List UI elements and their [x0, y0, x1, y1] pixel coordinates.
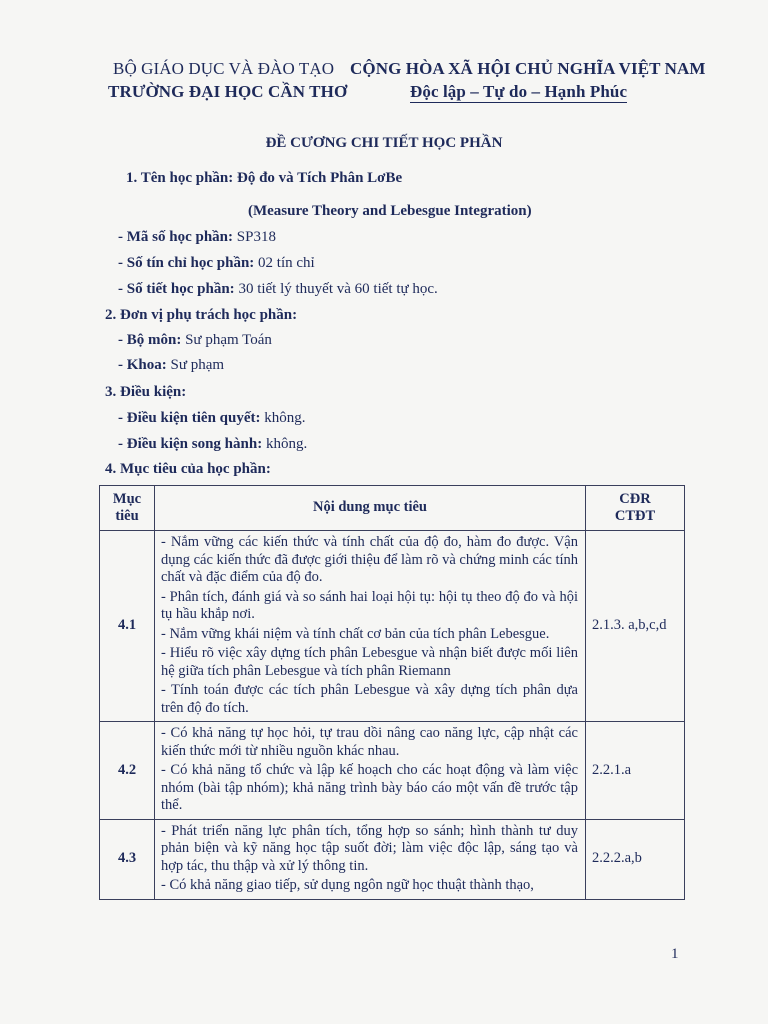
section-4-heading: 4. Mục tiêu của học phần: [105, 461, 271, 477]
objective-item: - Nắm vững các kiến thức và tính chất của độ đo, hàm đo được. Vận dụng các kiến thức đã được giới thiệu để làm rõ và chứng minh các tính chất và đặc điểm của độ đo. [161, 534, 578, 585]
table-row [100, 531, 685, 722]
objective-item: - Có khả năng tổ chức và lập kế hoạch cho các hoạt động và làm việc nhóm (bài tập nhóm); khả năng trình bày báo cáo một vấn đề trước tập thể. [161, 762, 578, 813]
course-credits: - Số tín chỉ học phần: 02 tín chỉ [118, 255, 315, 271]
objective-cdr: 2.1.3. a,b,c,d [586, 531, 685, 722]
national-motto: Độc lập – Tự do – Hạnh Phúc [410, 82, 628, 101]
objective-id: 4.3 [100, 819, 155, 899]
table-header-row [100, 486, 685, 531]
university-name: TRƯỜNG ĐẠI HỌC CẦN THƠ [108, 82, 348, 101]
course-english-name: (Measure Theory and Lebesgue Integration) [248, 203, 532, 219]
objective-item: - Có khả năng tự học hỏi, tự trau dồi nâng cao năng lực, cập nhật các kiến thức mới từ nhiều nguồn khác nhau. [161, 725, 578, 759]
objective-content [155, 722, 586, 820]
objective-id: 4.1 [100, 531, 155, 722]
corequisite: - Điều kiện song hành: không. [118, 436, 308, 452]
objective-item: - Có khả năng giao tiếp, sử dụng ngôn ngữ học thuật thành thạo, [161, 877, 534, 893]
objective-item: - Nắm vững khái niệm và tính chất cơ bản của tích phân Lebesgue. [161, 625, 550, 642]
objective-item: - Tính toán được các tích phân Lebesgue và xây dựng tích phân dựa trên độ đo tích. [161, 682, 578, 716]
objectives-table [99, 485, 685, 900]
objective-cdr: 2.2.2.a,b [586, 819, 685, 899]
objective-id: 4.2 [100, 722, 155, 820]
objective-content [155, 531, 586, 722]
objective-cdr: 2.2.1.a [586, 722, 685, 820]
document-title: ĐỀ CƯƠNG CHI TIẾT HỌC PHẦN [265, 135, 503, 151]
course-periods: - Số tiết học phần: 30 tiết lý thuyết và 60 tiết tự học. [118, 281, 438, 297]
section-3-heading: 3. Điều kiện: [105, 384, 187, 400]
ministry-name: BỘ GIÁO DỤC VÀ ĐÀO TẠO [113, 59, 335, 78]
course-code: - Mã số học phần: SP318 [118, 229, 276, 245]
header-content: Nội dung mục tiêu [155, 486, 586, 531]
table-row [100, 819, 685, 899]
objective-item: - Phát triển năng lực phân tích, tổng hợp so sánh; hình thành tư duy phản biện và kỹ năng học tập suốt đời; làm việc độc lập, sáng tạo và hợp tác, thu thập và xử lý thông tin. [161, 822, 578, 874]
objective-item: - Phân tích, đánh giá và so sánh hai loại hội tụ: hội tụ theo độ đo và hội tụ hầu khắp nơi. [161, 588, 578, 622]
header-objective: Mục tiêu [100, 486, 155, 531]
course-name: 1. Tên học phần: Độ đo và Tích Phân LơBe [126, 170, 403, 186]
prerequisite: - Điều kiện tiên quyết: không. [118, 410, 306, 426]
header-cdr: CĐR CTĐT [586, 486, 685, 531]
table-row [100, 722, 685, 820]
objective-content [155, 819, 586, 899]
objective-item: - Hiểu rõ việc xây dựng tích phân Lebesgue và nhận biết được mối liên hệ giữa tích phân Lebesgue và tích phân Riemann [161, 645, 578, 679]
page-number: 1 [671, 946, 679, 962]
republic-name: CỘNG HÒA XÃ HỘI CHỦ NGHĨA VIỆT NAM [350, 59, 706, 78]
department: - Bộ môn: Sư phạm Toán [118, 332, 272, 348]
faculty: - Khoa: Sư phạm [118, 357, 225, 373]
section-2-heading: 2. Đơn vị phụ trách học phần: [105, 307, 298, 323]
